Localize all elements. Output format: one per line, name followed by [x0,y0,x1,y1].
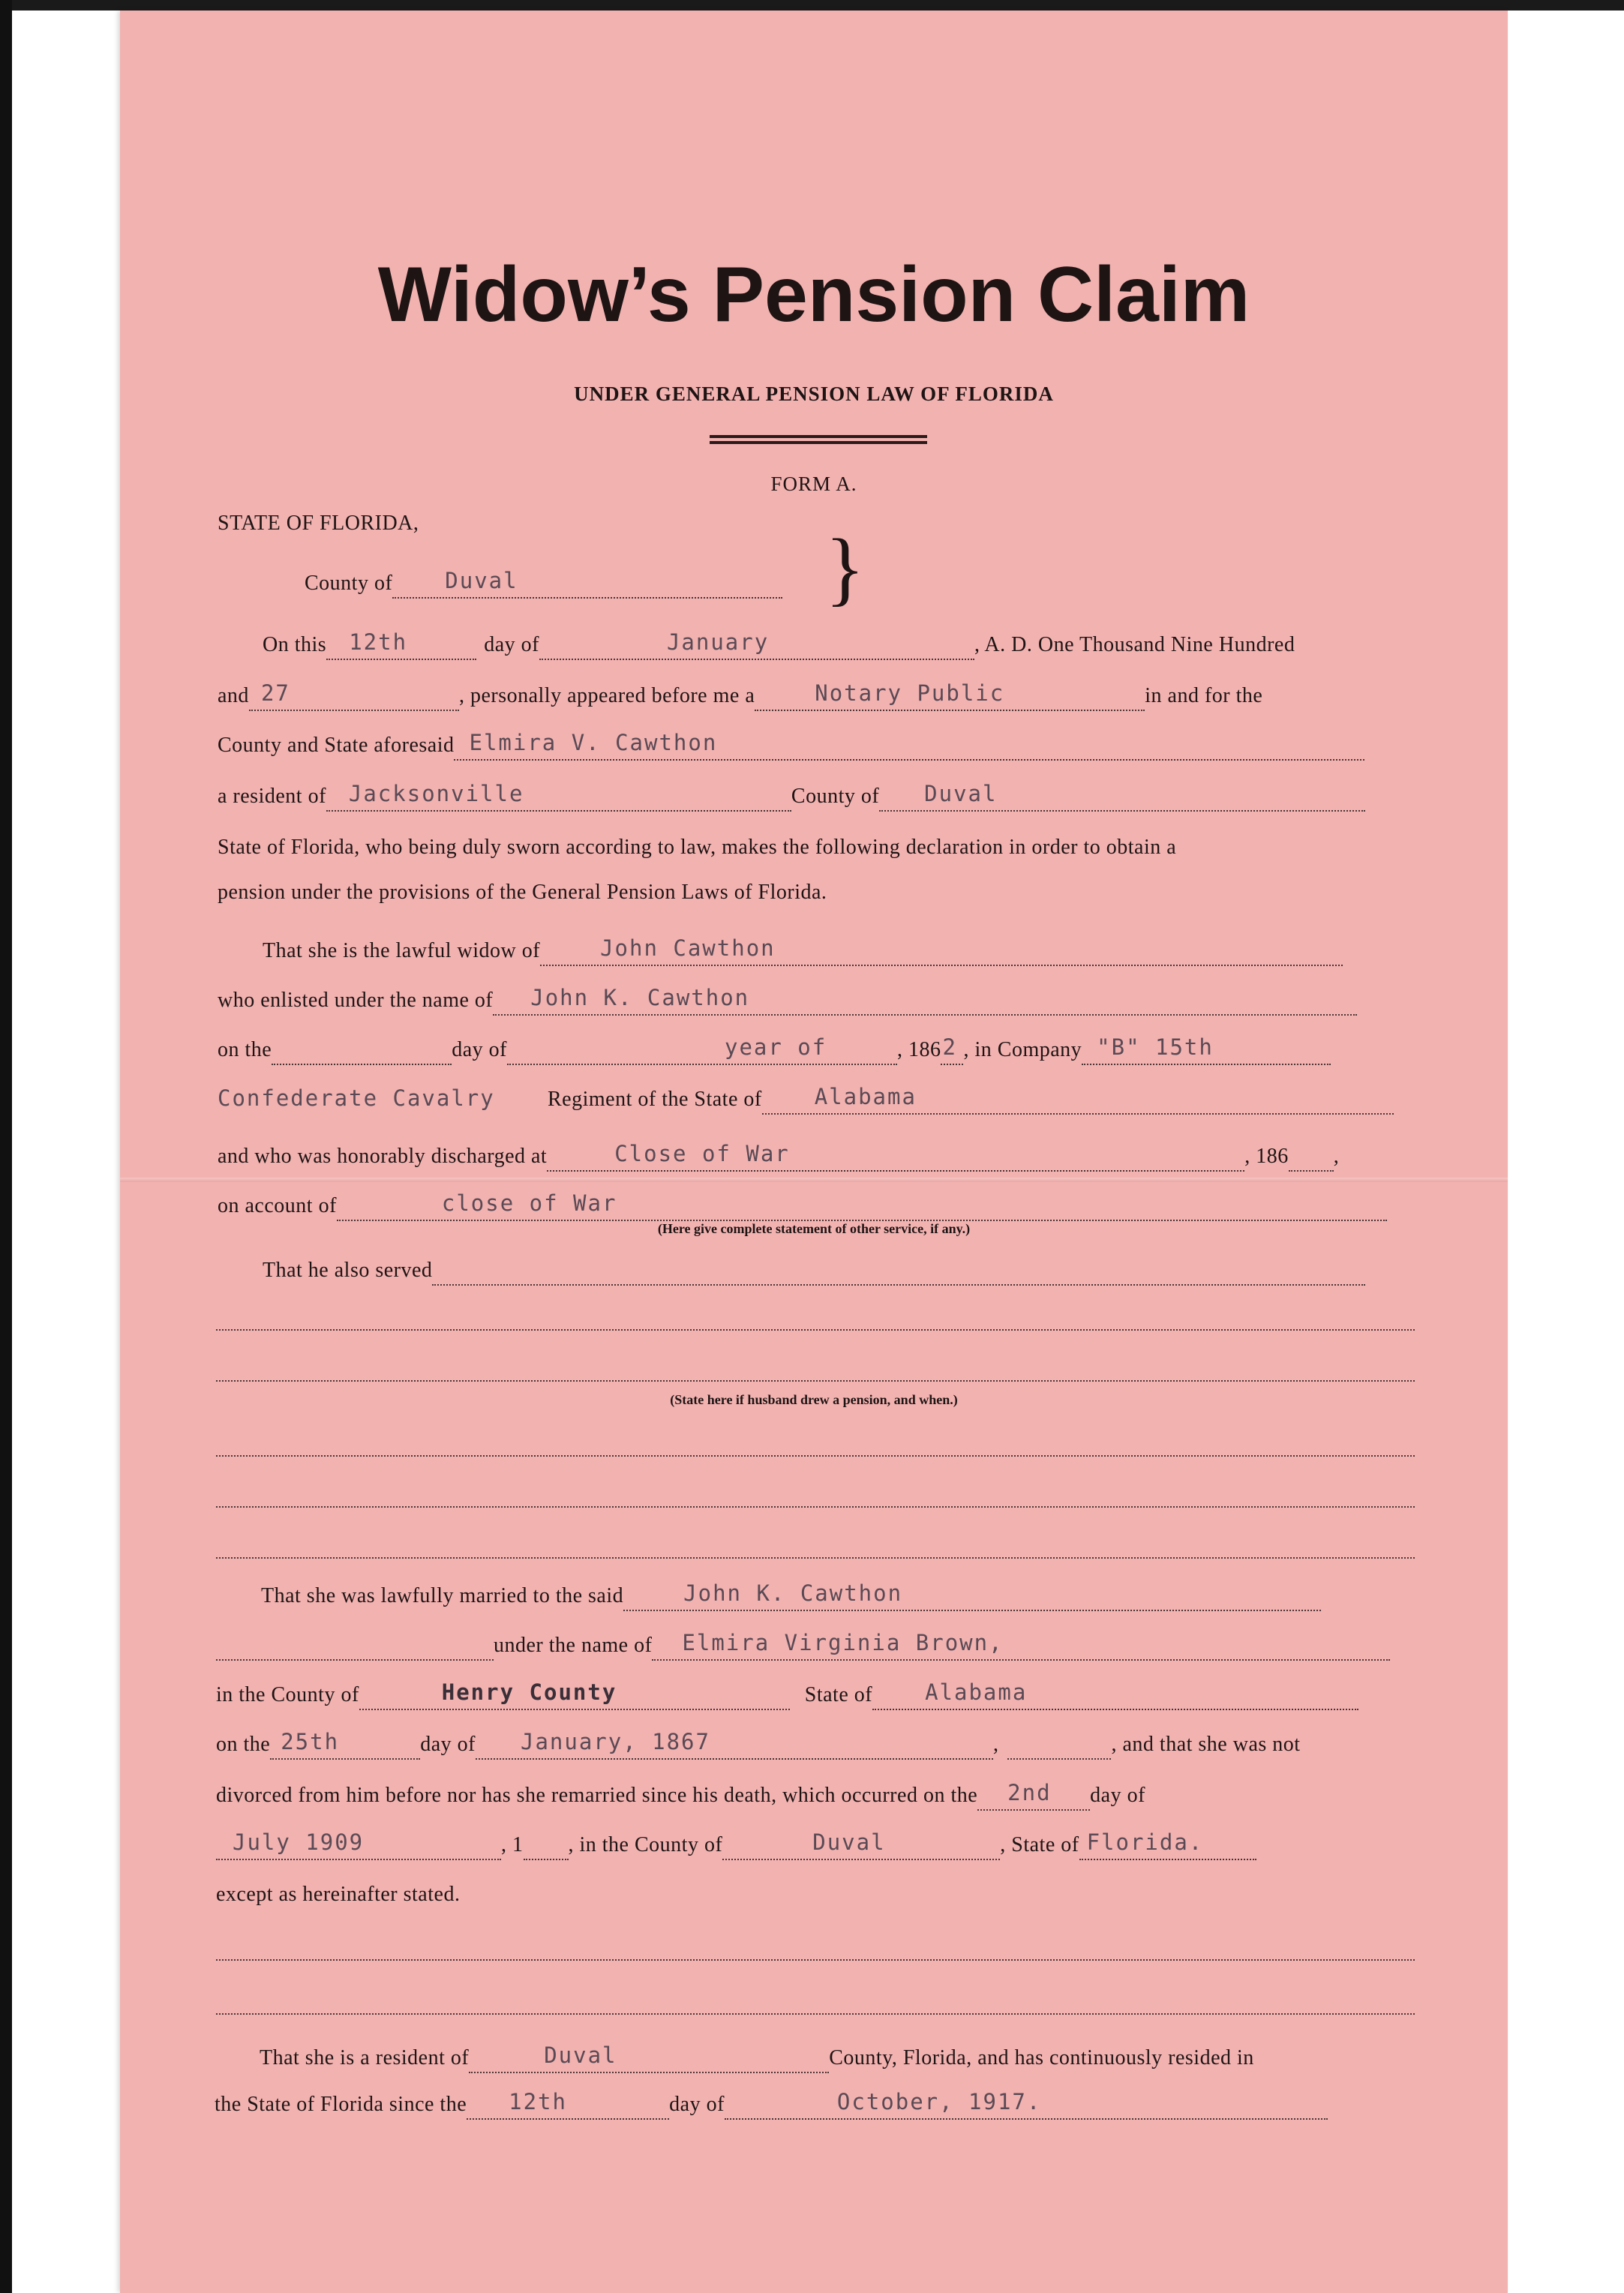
under-name-label: under the name of [494,1634,653,1657]
husband-field[interactable] [540,935,1343,966]
month-value: January [666,629,770,655]
declaration-text-1: State of Florida, who being duly sworn according to law, makes the following declaration in order to obtain a [218,836,1177,859]
company-value: "B" 15th [1097,1034,1214,1060]
except-blank-line-1[interactable] [216,1959,1415,1961]
officer-field[interactable] [755,680,1145,711]
marriage-county-label: in the County of [216,1683,359,1706]
married-to-field[interactable] [623,1580,1321,1611]
ad-label: , A. D. One Thousand Nine Hundred [974,633,1295,656]
except-blank-line-2[interactable] [216,2013,1415,2015]
enlisted-line [218,986,1357,1016]
resident-county-field[interactable] [879,781,1365,812]
enlist-year-value: 2 [942,1034,957,1060]
year-suffix-field[interactable] [249,680,459,711]
maiden-name-field[interactable] [652,1630,1390,1661]
discharged-field[interactable] [547,1141,1244,1172]
regiment-state-label: Regiment of the State of [548,1088,762,1111]
married-label: That she was lawfully married to the said [261,1584,624,1607]
regiment-field[interactable] [218,1085,548,1115]
brace: } [825,522,865,614]
since-day-value: 12th [509,2089,567,2114]
account-field[interactable] [337,1190,1387,1221]
claimant-value: Elmira V. Cawthon [469,730,718,755]
enlist-month-value: year of [724,1034,827,1060]
marriage-place-line [216,1680,1358,1710]
one-label: , 1 [501,1833,524,1856]
discharged-label: and who was honorably discharged at [218,1145,548,1168]
resident-line [218,782,1365,812]
scan-left-edge [0,0,12,2293]
month-field[interactable] [539,629,974,660]
regiment-value: Confederate Cavalry [218,1085,495,1111]
pension-form-sheet [120,11,1508,2293]
form-label: FORM A. [770,473,857,495]
enlisted-name-value: John K. Cawthon [530,985,750,1010]
since-date-value: October, 1917. [836,2089,1042,2114]
residence-line [260,2043,1254,2073]
county-florida-label: County, Florida, and has continuously resided in [829,2046,1254,2069]
regiment-state-field[interactable] [762,1084,1394,1115]
note-pension: (State here if husband drew a pension, and when.) [670,1392,958,1407]
service-blank-line-2[interactable] [216,1380,1415,1382]
discharge-year-field[interactable] [1289,1146,1334,1172]
marriage-on-the-label: on the [216,1733,271,1756]
marriage-date-value: January, 1867 [520,1729,710,1754]
page-subtitle: UNDER GENERAL PENSION LAW OF FLORIDA [574,383,1054,405]
marriage-date-line: on the 25th day of January, 1867 , , and that she was not [216,1730,1301,1760]
husband-value: John Cawthon [600,935,776,961]
death-year-field[interactable] [524,1835,569,1860]
resident-of-label: a resident of [218,785,326,808]
county-label: County of [305,572,393,595]
death-state-label: , State of [1000,1833,1079,1856]
company-field[interactable] [1082,1034,1331,1065]
pension-blank-line-2[interactable] [216,1506,1415,1508]
and-label: and [218,684,249,707]
day-value: 12th [349,629,408,655]
death-state-value: Florida. [1086,1829,1204,1855]
declaration-line-2 [218,878,827,908]
account-value: close of War [441,1190,617,1216]
county-field[interactable] [392,568,782,599]
enlist-month-field[interactable] [507,1034,897,1065]
service-blank-line-1[interactable] [216,1329,1415,1331]
marriage-day-of-label: day of [420,1733,476,1756]
residence-county-value: Duval [544,2042,617,2068]
since-date-field[interactable] [725,2089,1328,2120]
divorced-line [216,1781,1145,1811]
residence-county-field[interactable] [469,2042,829,2073]
aforesaid-line [218,731,1364,761]
company-label: , in Company [963,1038,1082,1061]
death-county-label: , in the County of [568,1833,723,1856]
since-day-field[interactable] [467,2089,669,2120]
since-label: the State of Florida since the [215,2093,467,2116]
widow-label: That she is the lawful widow of [263,939,541,962]
year-prefix-label: , 186 [896,1038,941,1061]
regiment-line [218,1085,1394,1115]
death-county-field[interactable] [722,1829,1000,1860]
officer-value: Notary Public [815,680,1005,706]
marriage-county-field[interactable] [359,1679,790,1710]
day-field[interactable] [326,629,476,660]
county-value: Duval [445,568,518,593]
title-rule-top [710,435,927,438]
personally-appeared-label: , personally appeared before me a [458,684,755,707]
death-date-field[interactable] [216,1829,501,1860]
paper-fold [120,1178,1508,1182]
death-day-field[interactable] [977,1780,1090,1811]
maiden-line [216,1631,1390,1661]
declaration-text-2: pension under the provisions of the General Pension Laws of Florida. [218,881,827,904]
widow-line [263,936,1343,966]
enlisted-name-field[interactable] [493,985,1357,1016]
except-line [216,1880,460,1910]
state-heading-line [218,509,419,539]
married-to-value: John K. Cawthon [683,1580,903,1606]
enlist-day-of-label: day of [452,1038,507,1061]
regiment-state-value: Alabama [814,1084,917,1109]
death-date-value: July 1909 [233,1829,365,1855]
also-served-label: That he also served [263,1259,433,1282]
day-of-label: day of [484,633,539,656]
pension-blank-line-3[interactable] [216,1557,1415,1559]
page-title: Widow’s Pension Claim [377,251,1250,338]
since-day-of-label: day of [669,2093,725,2116]
aforesaid-label: County and State aforesaid [218,734,455,757]
marriage-state-field[interactable] [872,1679,1358,1710]
marriage-day-field[interactable] [270,1729,420,1760]
marriage-state-label: State of [804,1683,873,1706]
discharge-year-label: , 186 [1244,1145,1289,1168]
not-divorced-label: , and that she was not [1111,1733,1301,1756]
maiden-prefix-field[interactable] [216,1635,494,1661]
resident-county-value: Duval [924,781,998,806]
divorced-text: divorced from him before nor has she remarried since his death, which occurred on the [216,1784,978,1807]
maiden-name-value: Elmira Virginia Brown, [682,1630,1004,1655]
death-day-of-label: day of [1090,1784,1145,1807]
date-line [263,630,1295,660]
also-served-line [263,1256,1365,1286]
scan-top-edge [0,0,1624,11]
residence-label: That she is a resident of [260,2046,470,2069]
on-this-label: On this [263,633,327,656]
enlist-year-field[interactable] [941,1034,963,1065]
appeared-line [218,681,1262,711]
note-other-service: (Here give complete statement of other service, if any.) [657,1221,971,1236]
enlist-date-line [218,1035,1331,1065]
discharged-line: and who was honorably discharged at Close of War , 186 , [218,1142,1339,1172]
marriage-extra-field[interactable] [1007,1734,1111,1760]
account-label: on account of [218,1194,337,1217]
title-rule-bottom [710,441,927,444]
death-county-value: Duval [812,1829,886,1855]
resident-county-label: County of [791,785,880,808]
marriage-day-value: 25th [281,1729,340,1754]
pension-blank-line-1[interactable] [216,1455,1415,1457]
death-day-value: 2nd [1007,1780,1052,1805]
enlist-day-field[interactable] [272,1040,452,1065]
marriage-county-value: Henry County [441,1679,617,1705]
claimant-field[interactable] [454,730,1364,761]
declaration-line-1 [218,833,1176,863]
marriage-date-field[interactable] [476,1729,993,1760]
city-value: Jacksonville [348,781,524,806]
discharged-value: Close of War [614,1141,790,1166]
in-and-for-label: in and for the [1145,684,1263,707]
account-line [218,1191,1387,1221]
married-line [261,1581,1321,1611]
death-state-field[interactable] [1079,1829,1256,1860]
year-suffix-value: 27 [260,680,290,706]
county-line [305,569,782,599]
also-served-field[interactable] [432,1260,1365,1286]
marriage-state-value: Alabama [925,1679,1028,1705]
enlisted-label: who enlisted under the name of [218,989,494,1012]
since-line [215,2090,1328,2120]
death-line [216,1830,1256,1860]
city-field[interactable] [326,781,791,812]
state-heading: STATE OF FLORIDA, [218,512,419,535]
on-the-label: on the [218,1038,272,1061]
except-label: except as hereinafter stated. [216,1883,461,1906]
